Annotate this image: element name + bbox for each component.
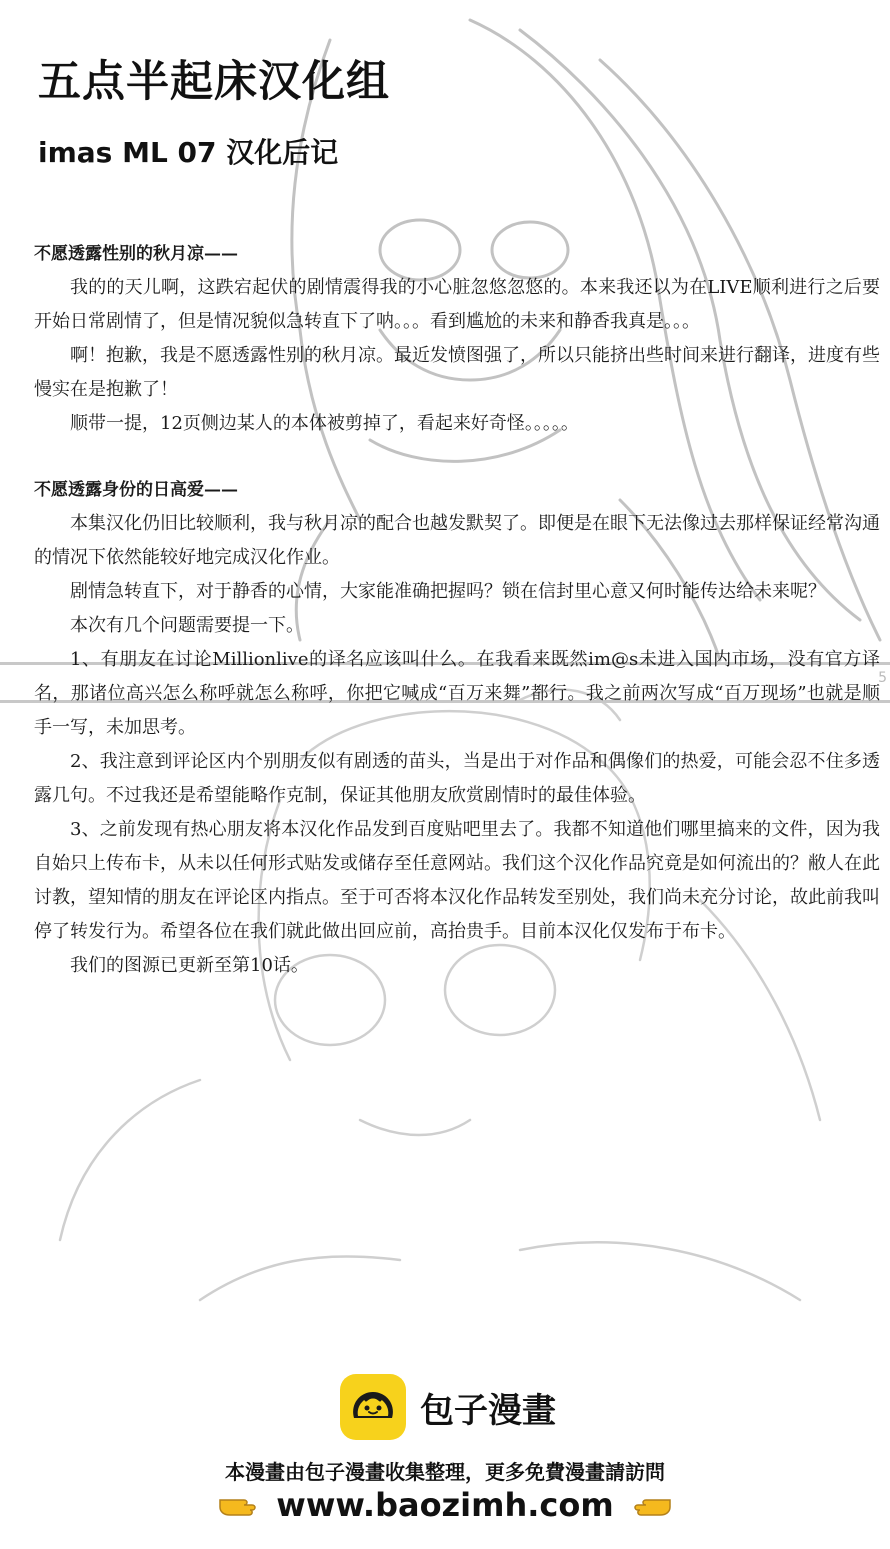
paragraph: 1、有朋友在讨论Millionlive的译名应该叫什么。在我看来既然im@s未进入国内市场，没有官方译名，那诸位高兴怎么称呼就怎么称呼，你把它喊成“百万来舞”都行。我之前两次写成“百万现场”也就是顺手一写，未加思考。 (34, 649, 880, 738)
paragraph: 本次有几个问题需要提一下。 (70, 615, 304, 636)
paragraph: 3、之前发现有热心朋友将本汉化作品发到百度贴吧里去了。我都不知道他们哪里搞来的文件，因为我自始只上传布卡，从未以任何形式贴发或储存至任意网站。我们这个汉化作品究竟是如何流出的？敝人在此讨教，望知情的朋友在评论区内指点。至于可否将本汉化作品转发至别处，我们尚未充分讨论，故此前我叫停了转发行为。希望各位在我们就此做出回应前，高抬贵手。目前本汉化仅发布于布卡。 (34, 819, 880, 942)
paragraph: 我的的天儿啊，这跌宕起伏的剧情震得我的小心脏忽悠忽悠的。本来我还以为在LIVE顺利进行之后要开始日常剧情了，但是情况貌似急转直下了呐。。。看到尴尬的未来和静香我真是。。。 (34, 277, 880, 332)
brand-name: 包子漫畫 (420, 1390, 556, 1431)
paragraph: 顺带一提，12页侧边某人的本体被剪掉了，看起来好奇怪。。。。。 (70, 413, 579, 434)
page-number: 5 (878, 670, 887, 686)
page-title: 五点半起床汉化组 (38, 57, 390, 107)
site-url-link[interactable]: www.baozimh.com (276, 1486, 614, 1524)
paragraph: 本集汉化仍旧比较顺利，我与秋月凉的配合也越发默契了。即便是在眼下无法像过去那样保证经常沟通的情况下依然能较好地完成汉化作业。 (34, 513, 880, 568)
pointing-hand-icon (630, 1490, 674, 1520)
paragraph: 2、我注意到评论区内个别朋友似有剧透的苗头，当是出于对作品和偶像们的热爱，可能会忍不住多透露几句。不过我还是希望能略作克制，保证其他朋友欣赏剧情时的最佳体验。 (34, 751, 880, 806)
site-link-row (0, 1486, 890, 1524)
section-heading: 不愿透露身份的日高爱—— (34, 480, 238, 500)
page-subtitle: imas ML 07 汉化后记 (38, 136, 339, 169)
brand-logo[interactable] (340, 1374, 556, 1440)
paragraph: 我们的图源已更新至第10话。 (70, 955, 309, 976)
bun-logo-icon (340, 1374, 406, 1440)
footer-note: 本漫畫由包子漫畫收集整理，更多免費漫畫請訪問 (225, 1460, 665, 1484)
watermark-footer (0, 1360, 890, 1549)
paragraph: 剧情急转直下，对于静香的心情，大家能准确把握吗？锁在信封里心意又何时能传达给未来呢？ (70, 581, 826, 602)
section-gap (34, 441, 880, 473)
afterword-body (34, 237, 880, 983)
section-heading: 不愿透露性别的秋月凉—— (34, 244, 238, 264)
paragraph: 啊！抱歉，我是不愿透露性别的秋月凉。最近发愤图强了，所以只能挤出些时间来进行翻译，进度有些慢实在是抱歉了！ (34, 345, 880, 400)
pointing-hand-icon (216, 1490, 260, 1520)
